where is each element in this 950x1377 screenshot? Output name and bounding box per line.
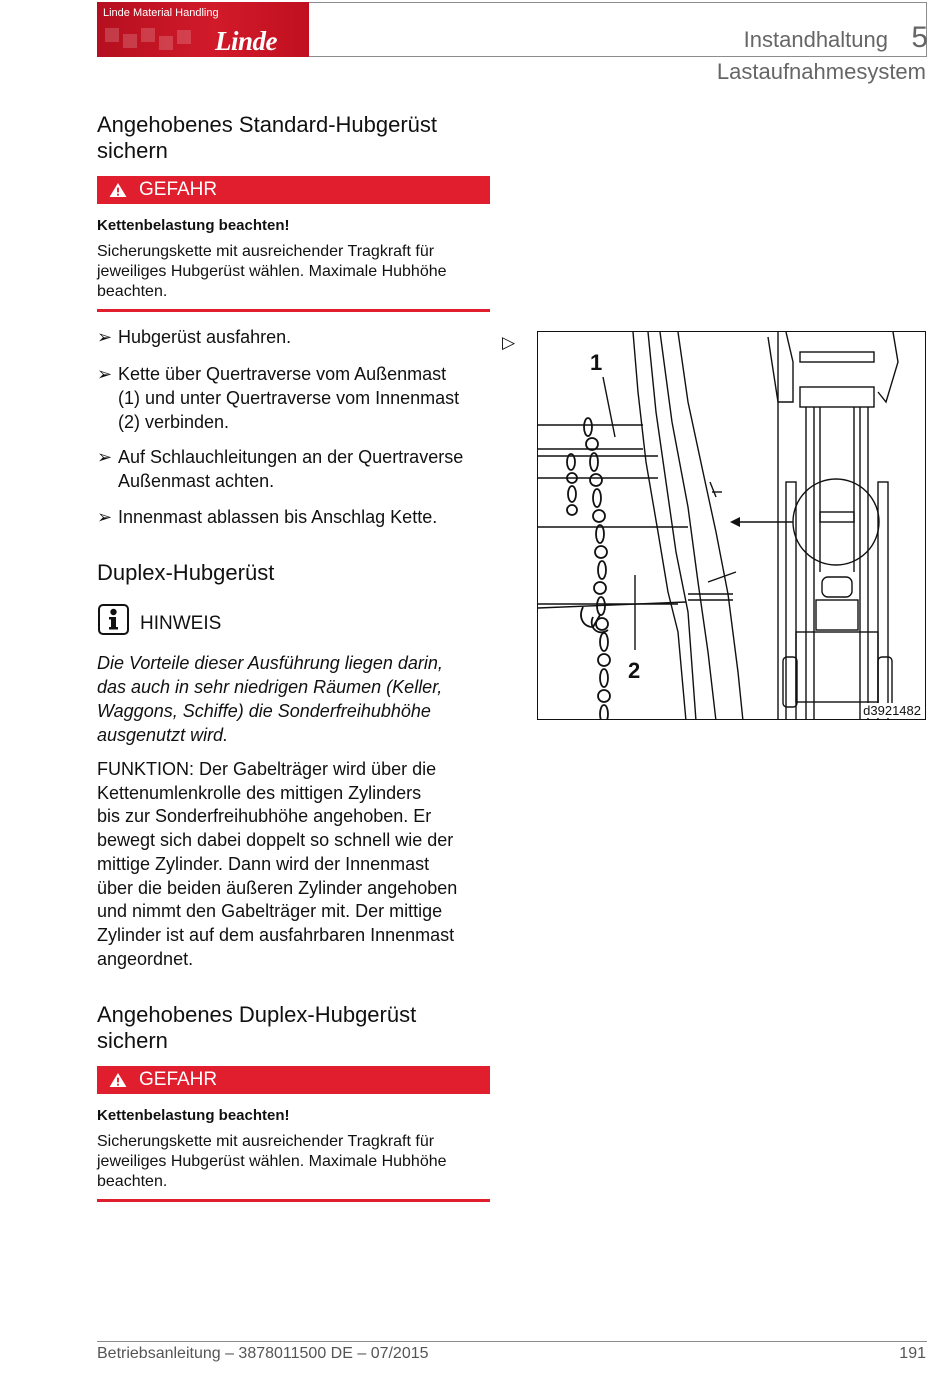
mast-illustration	[538, 332, 926, 720]
step-text: Auf Schlauchleitungen an der Quertraverse	[118, 447, 464, 467]
paragraph-line: bis zur Sonderfreihubhöhe angehoben. Er	[97, 806, 432, 827]
warning-line: Sicherungskette mit ausreichender Tragkraft für	[97, 1133, 435, 1150]
step-arrow-icon: ➢	[97, 364, 113, 384]
warning-triangle-icon	[108, 182, 128, 198]
brand-small-text: Linde Material Handling	[103, 7, 219, 19]
warning-triangle-icon	[108, 1072, 128, 1088]
section-title: Lastaufnahmesystem	[716, 59, 926, 84]
section3-heading	[97, 1002, 416, 1054]
step-text: (1) und unter Quertraverse vom Innenmast	[118, 388, 460, 408]
brand-logo-text: Linde	[215, 26, 277, 56]
mast-chain-figure	[537, 331, 926, 720]
step-item	[97, 325, 497, 349]
step-item	[97, 362, 497, 434]
warning-line: jeweiliges Hubgerüst wählen. Maximale Hubhöhe	[97, 263, 447, 280]
figure-label-1: 1	[590, 350, 603, 375]
footer-document-info: Betriebsanleitung – 3878011500 DE – 07/2015	[97, 1345, 429, 1362]
info-icon	[98, 604, 129, 635]
section3-heading-line2: sichern	[97, 1028, 168, 1053]
warning-line: beachten.	[97, 283, 168, 300]
chapter-title: Instandhaltung	[743, 27, 888, 52]
warning-line: Sicherungskette mit ausreichender Tragkraft für	[97, 243, 435, 260]
header-top-rule	[309, 2, 927, 3]
warning-line: jeweiliges Hubgerüst wählen. Maximale Hubhöhe	[97, 1153, 447, 1170]
page-number: 191	[899, 1345, 926, 1362]
figure-label-2: 2	[628, 658, 641, 683]
warning-end-rule	[97, 1199, 490, 1202]
chapter-number: 5	[911, 21, 928, 54]
warning-heading: Kettenbelastung beachten!	[97, 217, 290, 234]
warning-heading: Kettenbelastung beachten!	[97, 1107, 290, 1124]
figure-marker-icon: ▷	[502, 333, 516, 352]
hint-line: das auch in sehr niedrigen Räumen (Keller,	[97, 677, 443, 697]
danger-label: GEFAHR	[139, 179, 218, 200]
paragraph-line: bewegt sich dabei doppelt so schnell wie der	[97, 830, 454, 851]
warning-line: beachten.	[97, 1173, 168, 1190]
step-arrow-icon: ➢	[97, 447, 113, 467]
step-text: Außenmast achten.	[118, 471, 275, 491]
hint-text	[97, 651, 497, 747]
header-rule	[309, 56, 927, 57]
step-text: Innenmast ablassen bis Anschlag Kette.	[118, 507, 438, 527]
warning-text	[97, 1132, 497, 1192]
warning-text	[97, 242, 497, 302]
hint-line: ausgenutzt wird.	[97, 725, 229, 745]
paragraph-line: angeordnet.	[97, 948, 194, 969]
footer-rule	[97, 1341, 927, 1342]
warning-end-rule	[97, 309, 490, 312]
paragraph-line: und nimmt den Gabelträger mit. Der mittige	[97, 901, 443, 922]
danger-banner	[97, 176, 490, 204]
step-arrow-icon: ➢	[97, 507, 113, 527]
step-text: Hubgerüst ausfahren.	[118, 327, 292, 347]
hint-label: HINWEIS	[140, 613, 222, 634]
section1-heading-line1: Angehobenes Standard-Hubgerüst	[97, 112, 438, 137]
section2-heading: Duplex-Hubgerüst	[97, 560, 275, 585]
paragraph-line: Kettenumlenkrolle des mittigen Zylinders	[97, 782, 422, 803]
step-text: Kette über Quertraverse vom Außenmast	[118, 364, 447, 384]
paragraph-line: FUNKTION: Der Gabelträger wird über die	[97, 759, 437, 779]
section3-heading-line1: Angehobenes Duplex-Hubgerüst	[97, 1002, 417, 1027]
paragraph-line: Zylinder ist auf dem ausfahrbaren Innenmast	[97, 924, 455, 945]
section1-heading	[97, 112, 437, 164]
hint-line: Die Vorteile dieser Ausführung liegen darin,	[97, 653, 443, 673]
paragraph-line: mittige Zylinder. Dann wird der Innenmast	[97, 853, 430, 874]
section1-heading-line2: sichern	[97, 138, 168, 163]
linde-logo	[97, 2, 309, 57]
step-item	[97, 505, 497, 529]
paragraph-line: über die beiden äußeren Zylinder angehoben	[97, 877, 458, 898]
figure-code: d3921482	[863, 703, 921, 718]
danger-banner	[97, 1066, 490, 1094]
step-arrow-icon: ➢	[97, 327, 113, 347]
step-text: (2) verbinden.	[118, 412, 230, 432]
danger-label: GEFAHR	[139, 1069, 218, 1090]
function-paragraph	[97, 758, 497, 971]
step-item	[97, 445, 497, 493]
hint-line: Waggons, Schiffe) die Sonderfreihubhöhe	[97, 701, 431, 721]
